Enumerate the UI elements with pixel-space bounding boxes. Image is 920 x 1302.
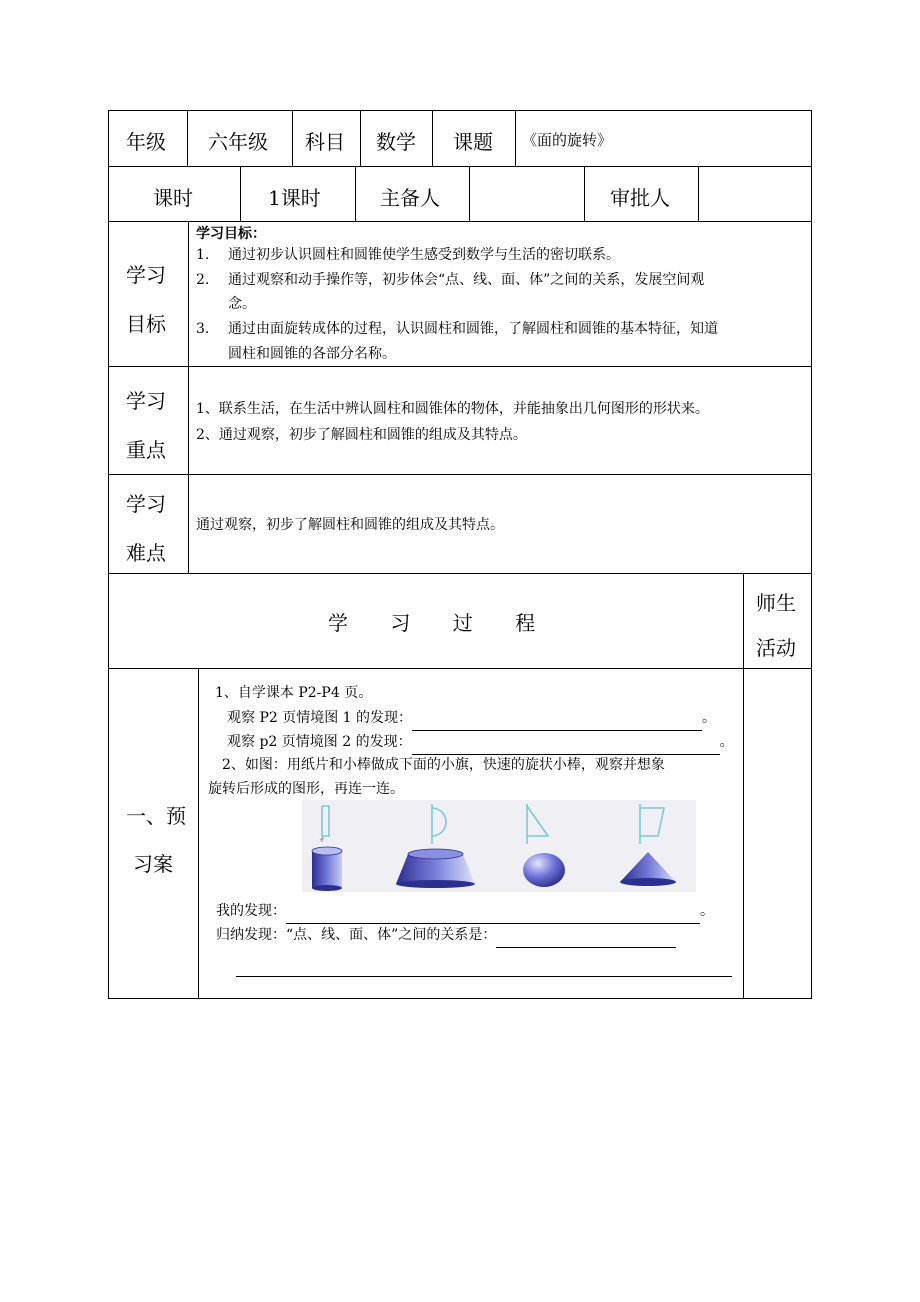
focus-label-line1: 学习 <box>126 389 166 413</box>
focus-label-line2: 重点 <box>126 438 166 462</box>
period-label: 课时 <box>153 186 193 210</box>
grade-label: 年级 <box>126 130 166 154</box>
goal-item-3: 3. 通过由面旋转成体的过程，认识圆柱和圆锥，了解圆柱和圆锥的基本特征，知道 <box>196 321 718 337</box>
focus-item-1: 1、联系生活，在生活中辨认圆柱和圆锥体的物体，并能抽象出几何图形的形状来。 <box>196 401 709 417</box>
goal-item-1: 1. 通过初步认识圆柱和圆锥使学生感受到数学与生活的密切联系。 <box>196 247 620 263</box>
sphere-icon <box>523 853 565 887</box>
process-side-line1: 师生 <box>756 591 796 615</box>
summary-line: 归纳发现：“点、线、面、体”之间的关系是： <box>216 922 676 948</box>
preview-label-line2: 习案 <box>133 852 173 876</box>
goals-content <box>196 222 808 366</box>
summary-continuation-blank[interactable] <box>236 976 732 977</box>
summary-blank[interactable] <box>496 931 676 948</box>
cylinder-icon <box>312 847 342 891</box>
lead-label: 主备人 <box>380 186 440 210</box>
focus-item-2: 2、通过观察，初步了解圆柱和圆锥的组成及其特点。 <box>196 427 527 443</box>
topic-label: 课题 <box>453 130 493 154</box>
preview-line2: 观察 P2 页情境图 1 的发现： 。 <box>227 705 716 731</box>
rotation-figure <box>302 800 696 892</box>
difficulty-text: 通过观察，初步了解圆柱和圆锥的组成及其特点。 <box>196 517 504 533</box>
difficulty-label-line1: 学习 <box>126 492 166 516</box>
process-title: 学 习 过 程 <box>328 611 554 635</box>
goal-item-2-cont: 念。 <box>228 296 256 312</box>
preview-line3: 观察 p2 页情境图 2 的发现： 。 <box>227 729 734 755</box>
my-discovery-line: 我的发现： 。 <box>216 898 714 924</box>
goals-label-line1: 学习 <box>126 263 166 287</box>
frustum-icon <box>396 849 475 888</box>
goals-heading: 学习目标： <box>196 226 266 242</box>
approver-label: 审批人 <box>610 186 670 210</box>
preview-label-line1: 一、预 <box>126 804 186 828</box>
preview-line4: 2、如图：用纸片和小棒做成下面的小旗，快速的旋状小棒，观察并想象 <box>222 757 665 773</box>
subject-value: 数学 <box>376 130 416 154</box>
topic-value: 《面的旋转》 <box>522 131 613 149</box>
preview-line1: 1、自学课本 P2-P4 页。 <box>215 685 373 701</box>
difficulty-label-line2: 难点 <box>126 541 166 565</box>
goal-item-2: 2. 通过观察和动手操作等，初步体会“点、线、面、体”之间的关系，发展空间观 <box>196 272 705 288</box>
goals-label-line2: 目标 <box>126 312 166 336</box>
goal-item-3-cont: 圆柱和圆锥的各部分名称。 <box>228 346 396 362</box>
period-value: 1课时 <box>268 186 321 210</box>
grade-value: 六年级 <box>208 130 268 154</box>
subject-label: 科目 <box>305 130 345 154</box>
process-side-line2: 活动 <box>756 636 796 660</box>
preview-line5: 旋转后形成的图形，再连一连。 <box>208 781 404 797</box>
